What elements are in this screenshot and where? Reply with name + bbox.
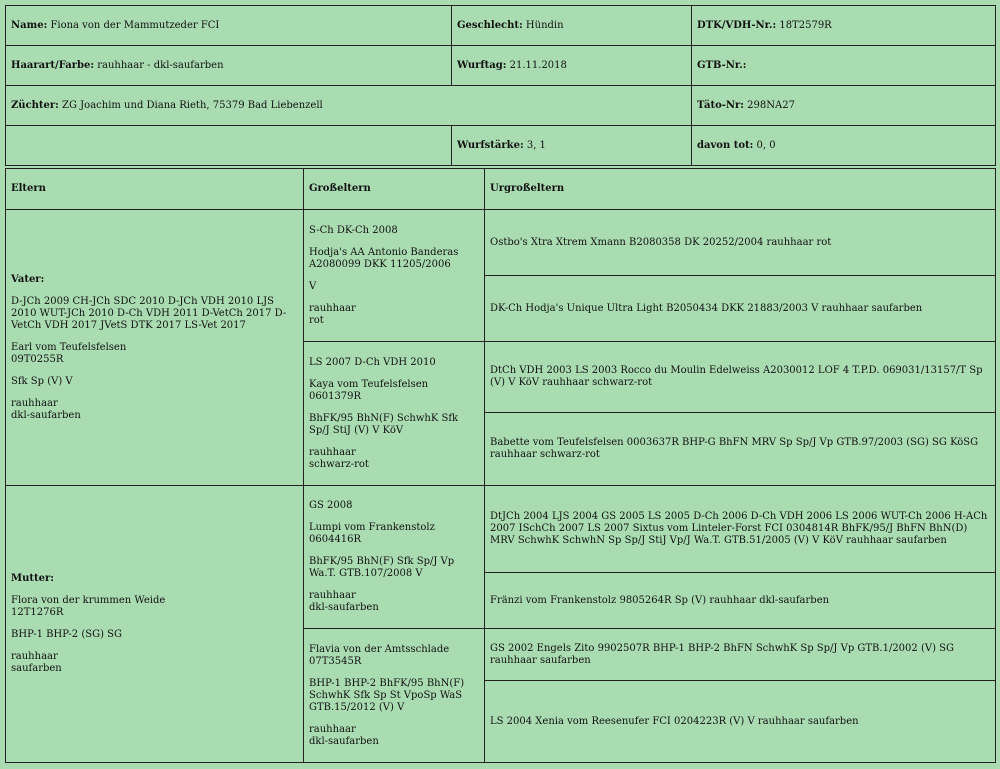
reg-value: 18T2579R [776, 19, 832, 31]
name-label: Name: [11, 19, 48, 31]
tattoo-cell [692, 86, 996, 126]
gp-fm-coat: rauhhaar schwarz-rot [309, 446, 369, 470]
gp-ff-name: Hodja's AA Antonio Banderas A2080099 DKK 11205/2006 [309, 246, 459, 270]
empty-cell [6, 126, 452, 166]
ggp-3: DtCh VDH 2003 LS 2003 Rocco du Moulin Edelweiss A2030012 LOF 4 T.P.D. 069031/13157/T Sp (V) V KöV rauhhaar schwarz-rot [485, 342, 996, 413]
gp-mf-exams: BhFK/95 BhN(F) Sfk Sp/J Vp Wa.T. GTB.107/2008 V [309, 556, 455, 579]
col-header-parents: Eltern [6, 169, 304, 210]
whelp-value: 21.11.2018 [506, 59, 567, 71]
gp-mm-coat: rauhhaar dkl-saufarben [309, 723, 379, 747]
gp-mf-titles: GS 2008 [309, 500, 353, 511]
gp-ff-titles: S-Ch DK-Ch 2008 [309, 224, 398, 236]
ggp-8: LS 2004 Xenia vom Reesenufer FCI 0204223R (V) V rauhhaar saufarben [485, 681, 996, 763]
gp-fm-name: Kaya vom Teufelsfelsen 0601379R [309, 378, 429, 402]
ggp-6: Fränzi vom Frankenstolz 9805264R Sp (V) rauhhaar dkl-saufarben [485, 573, 996, 629]
name-cell [6, 6, 452, 46]
reg-label: DTK/VDH-Nr.: [697, 19, 777, 31]
sex-value: Hündin [522, 19, 564, 31]
gp-mf-coat: rauhhaar dkl-saufarben [309, 590, 379, 613]
tattoo-label: Täto-Nr: [697, 99, 744, 111]
mother-exams: BHP-1 BHP-2 (SG) SG [11, 629, 123, 640]
litter-label: Wurfstärke: [457, 139, 524, 151]
whelp-cell [452, 46, 692, 86]
header-table [5, 5, 996, 166]
col-header-greatgrandparents: Urgroßeltern [485, 169, 996, 210]
pedigree-table [5, 168, 996, 763]
gp-mm-name: Flavia von der Amtsschlade 07T3545R [309, 643, 450, 667]
mother-label: Mutter: [11, 573, 54, 584]
ggp-7: GS 2002 Engels Zito 9902507R BHP-1 BHP-2 BhFN SchwhK Sp Sp/J Vp GTB.1/2002 (V) SG rauhhaar saufarben [485, 629, 996, 681]
litter-cell [452, 126, 692, 166]
col-header-grandparents: Großeltern [304, 169, 485, 210]
gp-mf-name: Lumpi vom Frankenstolz 0604416R [309, 522, 435, 545]
ggp-4: Babette vom Teufelsfelsen 0003637R BHP-G BhFN MRV Sp Sp/J Vp GTB.97/2003 (SG) SG KöSG rauhhaar schwarz-rot [485, 413, 996, 486]
gp-ff-coat: rauhhaar rot [309, 302, 356, 326]
sex-label: Geschlecht: [457, 19, 523, 31]
breeder-cell [6, 86, 692, 126]
grandparent-mm [304, 629, 485, 763]
ggp-2: DK-Ch Hodja's Unique Ultra Light B2050434 DKK 21883/2003 V rauhhaar saufarben [485, 276, 996, 342]
dead-cell [692, 126, 996, 166]
grandparent-fm [304, 342, 485, 486]
gp-mm-exams: BHP-1 BHP-2 BhFK/95 BhN(F) SchwhK Sfk Sp St VpoSp WaS GTB.15/2012 (V) V [309, 677, 465, 713]
mother-cell [6, 486, 304, 763]
ggp-5: DtJCh 2004 LJS 2004 GS 2005 LS 2005 D-Ch 2006 D-Ch VDH 2006 LS 2006 WUT-Ch 2006 H-ACh 2007 ISchCh 2007 LS 2007 Sixtus vom Linteler-Forst FCI 0304814R BhFK/95/J BhFN BhN(D) MRV SchwhK SchwhN Sp Sp/J StiJ Vp/J Wa.T. GTB.51/2005 (V) V KöV rauhhaar saufarben [485, 486, 996, 573]
coat-value: rauhhaar - dkl-saufarben [94, 59, 224, 71]
dead-label: davon tot: [697, 139, 754, 151]
father-titles: D-JCh 2009 CH-JCh SDC 2010 D-JCh VDH 2010 LJS 2010 WUT-JCh 2010 D-Ch VDH 2011 D-VetCh 2017 D-VetCh VDH 2017 JVetS DTK 2017 LS-Vet 2017 [11, 295, 287, 331]
coat-label: Haarart/Farbe: [11, 59, 95, 71]
father-cell [6, 210, 304, 486]
gp-fm-exams: BhFK/95 BhN(F) SchwhK Sfk Sp/J StiJ (V) V KöV [309, 412, 459, 436]
grandparent-ff [304, 210, 485, 342]
coat-cell [6, 46, 452, 86]
gp-fm-titles: LS 2007 D-Ch VDH 2010 [309, 356, 436, 368]
grandparent-mf [304, 486, 485, 629]
name-value: Fiona von der Mammutzeder FCI [47, 19, 220, 31]
ggp-1: Ostbo's Xtra Xtrem Xmann B2080358 DK 20252/2004 rauhhaar rot [485, 210, 996, 276]
father-coat: rauhhaar dkl-saufarben [11, 397, 81, 421]
gtb-label: GTB-Nr.: [697, 59, 747, 71]
breeder-value: ZG Joachim und Diana Rieth, 75379 Bad Liebenzell [58, 99, 323, 111]
litter-value: 3, 1 [523, 139, 546, 151]
reg-cell [692, 6, 996, 46]
mother-name: Flora von der krummen Weide 12T1276R [11, 595, 166, 618]
whelp-label: Wurftag: [457, 59, 507, 71]
father-name: Earl vom Teufelsfelsen 09T0255R [11, 341, 127, 365]
dead-value: 0, 0 [753, 139, 776, 151]
father-label: Vater: [11, 273, 45, 285]
tattoo-value: 298NA27 [744, 99, 795, 111]
sex-cell [452, 6, 692, 46]
father-exams: Sfk Sp (V) V [11, 375, 73, 387]
breeder-label: Züchter: [11, 99, 59, 111]
gp-ff-exams: V [309, 280, 317, 292]
gtb-cell [692, 46, 996, 86]
mother-coat: rauhhaar saufarben [11, 651, 62, 674]
